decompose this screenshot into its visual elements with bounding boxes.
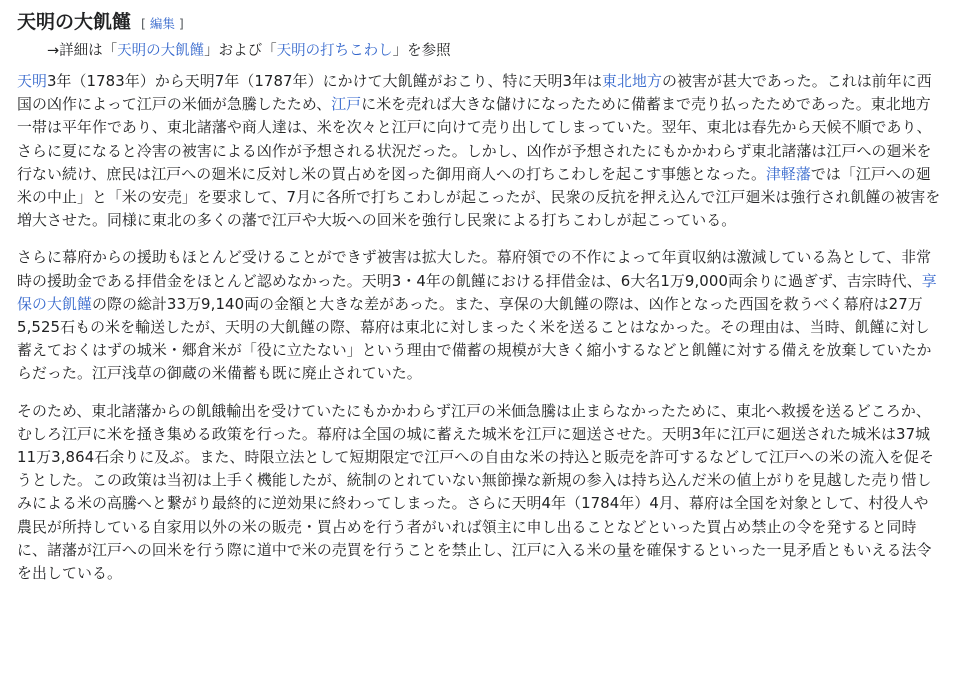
link-tohoku[interactable]: 東北地方 [602, 72, 662, 90]
hatnote-prefix: →詳細は「 [47, 43, 118, 59]
p3-text-1: そのため、東北諸藩からの飢餓輸出を受けていたにもかかわらず江戸の米価急騰は止まらなかったために、東北へ救援を送るどころか、むしろ江戸に米を掻き集める政策を行った。幕府は全国の城に蓄えた城米を江戸に廻送させた。天明3年に江戸に廻送された城米は37城11万3,864石余りに及ぶ。また、時限立法として短期限定で江戸への自由な米の持込と販売を許可するなどして江戸への米の流入を促そうとした。この政策は当初は上手く機能したが、統制のとれていない無節操な新規の参入は持ち込んだ米の値上がりを見越した売り惜しみによる米の高騰へと繋がり最終的に逆効果に終わってしまった。さらに天明4年（1784年）4月、幕府は全国を対象として、村役人や農民が所持している自家用以外の米の販売・買占めを行う者がいれば領主に申し出ることなどといった買占め禁止の令を発すると同時に、諸藩が江戸への回米を行う際に道中で米の売買を行うことを禁止し、江戸に入る米の量を確保するといった一見矛盾ともいえる法令を出している。 [17, 401, 935, 583]
edit-section-link[interactable]: 編集 [149, 16, 175, 31]
p2-text-2: の際の総計33万9,140両の金額と大きな差があった。また、享保の大飢饉の際は、凶作となった西国を救うべく幕府は27万5,525石もの米を輸送したが、天明の大飢饉の際、幕府は東北に対しまったく米を送ることはなかった。その理由は、当時、飢饉に対し蓄えておくはずの城米・郷倉米が「役に立たない」という理由で備蓄の規模が大きく縮小するなどと飢饉に対する備えを放棄していたからだった。江戸浅草の御蔵の米備蓄も既に廃止されていた。 [17, 294, 932, 383]
hatnote-suffix: 」を参照 [392, 43, 451, 59]
section-title: 天明の大飢饉 [17, 11, 132, 33]
section-heading-row [17, 8, 941, 36]
paragraph-3 [17, 400, 941, 586]
hatnote-link-tenmei-uchikowashi[interactable]: 天明の打ちこわし [276, 43, 393, 59]
p2-text-1: さらに幕府からの援助もほとんど受けることができず被害は拡大した。幕府領での不作によって年貢収納は激減している為として、非常時の援助金である拝借金をほとんど認めなかった。天明3・4年の飢饉における拝借金は、6大名1万9,000両余りに過ぎず、吉宗時代、 [17, 248, 932, 290]
link-tsugaru[interactable]: 津軽藩 [765, 164, 811, 183]
paragraph-1 [17, 70, 941, 232]
edit-bracket-close: ] [178, 16, 184, 31]
p1-text-1: 3年（1783年）から天明7年（1787年）にかけて大飢饉がおこり、特に天明3年は [46, 72, 603, 90]
hatnote [47, 40, 941, 62]
p1-text-4: では「江戸への廻米の中止」と「米の安売」を要求して、7月に各所で打ちこわしが起こったが、民衆の反抗を押え込んで江戸廻米は強行され飢饉の被害を増大させた。同様に東北の多くの藩で江戸や大坂への回米を強行し民衆による打ちこわしが起こっている。 [17, 164, 941, 230]
edit-section-link-wrapper [141, 14, 184, 32]
link-edo[interactable]: 江戸 [331, 95, 362, 114]
p1-text-3: に米を売れば大きな儲けになったために備蓄まで売り払ったためであった。東北地方一帯は平年作であり、東北諸藩や商人達は、米を次々と江戸に向けて売り出してしまっていた。翌年、東北は春先から天候不順であり、さらに夏になると冷害の被害による凶作が予想される状況だった。しかし、凶作が予想されたにもかかわらず東北諸藩は江戸への廻米を行ない続け、庶民は江戸への廻米に反対し米の買占めを図った御用商人への打ちこわしを起こす事態となった。 [17, 95, 932, 183]
link-kyoho-famine[interactable]: 享保の大飢饉 [17, 271, 937, 313]
p1-text-2: の被害が甚大であった。これは前年に西国の凶作によって江戸の米価が急騰したため、 [17, 72, 932, 114]
hatnote-link-tenmei-famine[interactable]: 天明の大飢饉 [117, 43, 205, 59]
edit-bracket-open: [ [141, 16, 146, 31]
paragraph-2 [17, 246, 941, 385]
hatnote-mid: 」および「 [204, 43, 277, 59]
link-tenmei[interactable]: 天明 [17, 72, 47, 90]
